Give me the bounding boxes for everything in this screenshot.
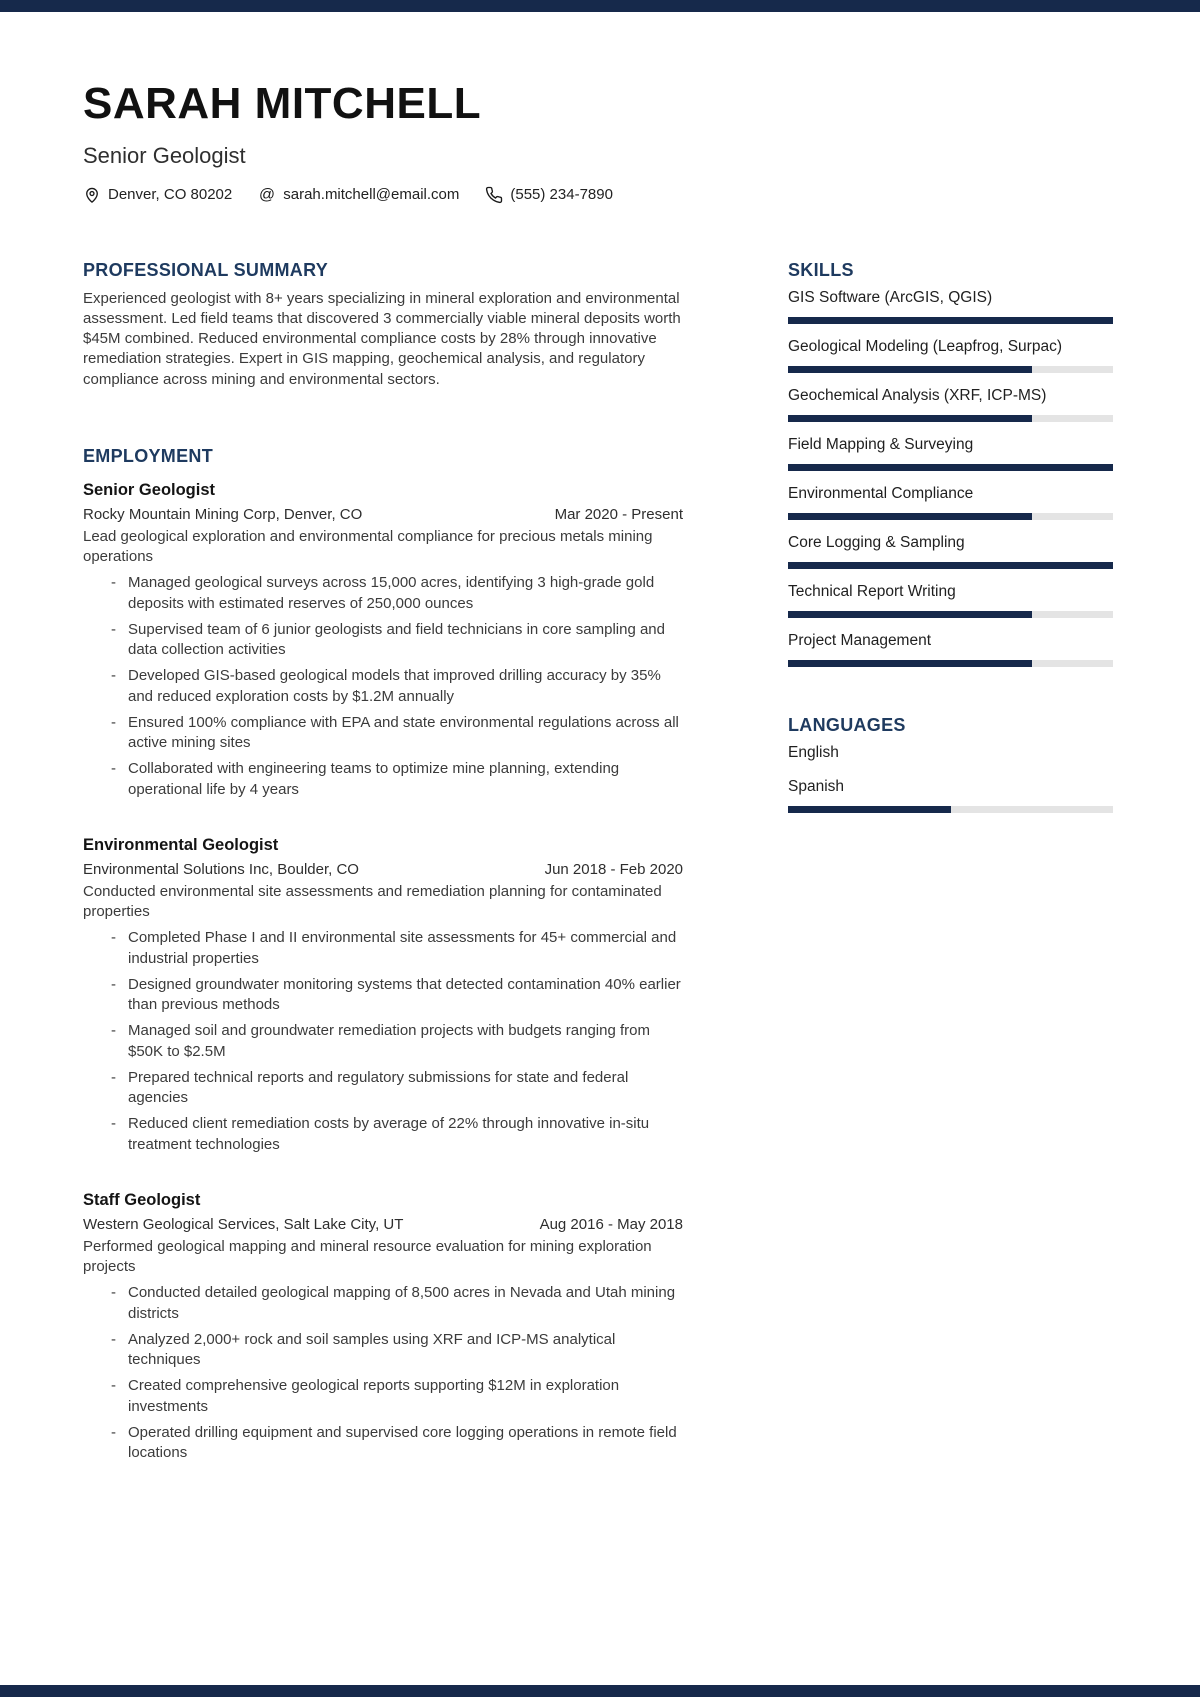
job-title: Senior Geologist <box>83 480 216 499</box>
top-accent-bar <box>0 0 1200 12</box>
person-name: SARAH MITCHELL <box>83 79 482 128</box>
skill-bar <box>788 562 1113 569</box>
language-bar <box>788 806 1113 813</box>
meter-label: Spanish <box>788 777 845 795</box>
job-bullet <box>111 975 683 1016</box>
skill-bar <box>788 366 1113 373</box>
job-bullet <box>111 713 683 754</box>
email-icon <box>258 186 276 204</box>
summary-heading: PROFESSIONAL SUMMARY <box>83 259 329 280</box>
job-meta <box>83 1216 683 1233</box>
job-bullet <box>111 620 683 661</box>
bullet-text: Operated drilling equipment and supervised core logging operations in remote field locations <box>128 1423 677 1462</box>
svg-text:@: @ <box>259 186 276 204</box>
language-item <box>788 778 1113 813</box>
contact-item <box>258 186 459 204</box>
job-company: Rocky Mountain Mining Corp, Denver, CO <box>83 505 363 523</box>
bullet-dash: - <box>111 929 116 947</box>
job-bullets <box>83 1283 683 1463</box>
bullet-text: Analyzed 2,000+ rock and soil samples using XRF and ICP-MS analytical techniques <box>128 1330 616 1369</box>
job-bullet <box>111 1283 683 1324</box>
job-entry <box>83 1191 683 1464</box>
job-bullet <box>111 1376 683 1417</box>
job-bullet <box>111 1423 683 1464</box>
meter-bar-fill <box>788 415 1032 422</box>
person-title: Senior Geologist <box>83 142 246 168</box>
job-dates: Mar 2020 - Present <box>554 505 683 523</box>
contact-item <box>83 186 232 204</box>
skill-bar <box>788 464 1113 471</box>
meter-bar-fill <box>788 562 1113 569</box>
job-dates: Aug 2016 - May 2018 <box>539 1215 683 1233</box>
skill-list <box>788 289 1113 667</box>
bullet-text: Reduced client remediation costs by average of 22% through innovative in-situ treatment technologies <box>128 1115 650 1153</box>
employment-section <box>83 446 683 1464</box>
job-entry <box>83 481 683 800</box>
meter-label: Core Logging & Sampling <box>788 533 965 551</box>
skill-bar <box>788 611 1113 618</box>
main-column <box>83 260 683 1464</box>
skill-item <box>788 485 1113 520</box>
meter-bar-fill <box>788 660 1032 667</box>
job-bullet <box>111 1068 683 1109</box>
meter-label: Geological Modeling (Leapfrog, Surpac) <box>788 337 1062 355</box>
bullet-text: Designed groundwater monitoring systems that detected contamination 40% earlier than previous methods <box>128 975 681 1014</box>
job-bullet <box>111 1114 683 1155</box>
meter-label: Field Mapping & Surveying <box>788 435 974 453</box>
bullet-dash: - <box>111 1377 116 1395</box>
bullet-dash: - <box>111 1022 116 1040</box>
content-columns <box>83 260 1113 1464</box>
summary-text: Experienced geologist with 8+ years specializing in mineral exploration and environmental assessment. Led field teams that discovered 3 commercially viable mineral deposits worth $45M combined. Reduced environmental compliance costs by 28% through innovative remediation strategies. Expert in GIS mapping, geochemical analysis, and regulatory compliance across mining and environmental sectors. <box>83 289 681 388</box>
skill-item <box>788 289 1113 324</box>
bullet-text: Managed soil and groundwater remediation projects with budgets ranging from $50K to $2.5M <box>128 1022 650 1060</box>
employment-heading: EMPLOYMENT <box>83 445 214 466</box>
sidebar-column <box>788 260 1113 1464</box>
bullet-dash: - <box>111 975 116 993</box>
meter-bar-fill <box>788 513 1032 520</box>
bullet-dash: - <box>111 574 116 592</box>
job-bullet <box>111 1021 683 1062</box>
location-icon <box>83 186 101 204</box>
bullet-dash: - <box>111 713 116 731</box>
bullet-text: Ensured 100% compliance with EPA and state environmental regulations across all active mining sites <box>128 713 679 752</box>
language-list <box>788 744 1113 813</box>
summary-section <box>83 260 683 390</box>
skill-item <box>788 632 1113 667</box>
job-description: Performed geological mapping and mineral resource evaluation for mining exploration projects <box>83 1237 652 1276</box>
language-item <box>788 744 1113 762</box>
bullet-text: Prepared technical reports and regulatory submissions for state and federal agencies <box>128 1068 629 1107</box>
job-bullet <box>111 573 683 614</box>
skill-item <box>788 534 1113 569</box>
job-list <box>83 481 683 1464</box>
job-bullet <box>111 1330 683 1371</box>
bullet-text: Supervised team of 6 junior geologists and field technicians in core sampling and data collection activities <box>128 620 665 659</box>
skills-heading: SKILLS <box>788 259 854 280</box>
skill-bar <box>788 317 1113 324</box>
contact-row <box>83 186 1113 204</box>
contact-text: Denver, CO 80202 <box>108 186 233 204</box>
meter-label: Geochemical Analysis (XRF, ICP-MS) <box>788 386 1047 404</box>
bullet-text: Collaborated with engineering teams to optimize mine planning, extending operational life by 4 years <box>128 760 620 798</box>
meter-bar-fill <box>788 611 1032 618</box>
job-meta <box>83 861 683 878</box>
bullet-text: Completed Phase I and II environmental site assessments for 45+ commercial and industrial properties <box>128 929 677 967</box>
job-title: Environmental Geologist <box>83 835 279 854</box>
job-bullets <box>83 573 683 800</box>
skill-item <box>788 436 1113 471</box>
phone-icon <box>485 186 503 204</box>
bullet-dash: - <box>111 1330 116 1348</box>
skill-item <box>788 583 1113 618</box>
skill-bar <box>788 660 1113 667</box>
languages-section <box>788 715 1113 813</box>
meter-bar-fill <box>788 464 1113 471</box>
bullet-dash: - <box>111 1423 116 1441</box>
skill-item <box>788 387 1113 422</box>
bullet-text: Managed geological surveys across 15,000 acres, identifying 3 high-grade gold deposits with estimated reserves of 250,000 ounces <box>128 574 655 612</box>
bullet-dash: - <box>111 1284 116 1302</box>
job-meta <box>83 506 683 523</box>
meter-label: Project Management <box>788 631 932 649</box>
job-title: Staff Geologist <box>83 1190 201 1209</box>
bullet-dash: - <box>111 1068 116 1086</box>
bottom-accent-bar <box>0 1685 1200 1697</box>
contact-item <box>485 186 613 204</box>
bullet-dash: - <box>111 760 116 778</box>
contact-text: (555) 234-7890 <box>510 186 613 204</box>
meter-label: Environmental Compliance <box>788 484 974 502</box>
bullet-text: Developed GIS-based geological models that improved drilling accuracy by 35% and reduced exploration costs by $1.2M annually <box>128 667 661 705</box>
job-dates: Jun 2018 - Feb 2020 <box>544 860 683 878</box>
meter-bar-fill <box>788 366 1032 373</box>
job-description: Conducted environmental site assessments and remediation planning for contaminated properties <box>83 882 662 921</box>
meter-bar-fill <box>788 806 951 813</box>
languages-heading: LANGUAGES <box>788 714 906 735</box>
bullet-text: Created comprehensive geological reports supporting $12M in exploration investments <box>128 1377 620 1415</box>
job-entry <box>83 836 683 1155</box>
bullet-dash: - <box>111 1115 116 1133</box>
contact-text: sarah.mitchell@email.com <box>283 186 460 204</box>
job-bullets <box>83 928 683 1155</box>
skills-section <box>788 260 1113 667</box>
job-description: Lead geological exploration and environmental compliance for precious metals mining operations <box>83 527 653 566</box>
skill-bar <box>788 513 1113 520</box>
job-company: Western Geological Services, Salt Lake City, UT <box>83 1215 404 1233</box>
bullet-text: Conducted detailed geological mapping of 8,500 acres in Nevada and Utah mining districts <box>128 1284 676 1322</box>
meter-label: GIS Software (ArcGIS, QGIS) <box>788 288 993 306</box>
bullet-dash: - <box>111 667 116 685</box>
job-bullet <box>111 928 683 969</box>
job-company: Environmental Solutions Inc, Boulder, CO <box>83 860 359 878</box>
meter-label: English <box>788 743 839 761</box>
skill-item <box>788 338 1113 373</box>
skill-bar <box>788 415 1113 422</box>
bullet-dash: - <box>111 620 116 638</box>
meter-label: Technical Report Writing <box>788 582 956 600</box>
header <box>83 80 1113 204</box>
job-bullet <box>111 759 683 800</box>
meter-bar-fill <box>788 317 1113 324</box>
job-bullet <box>111 666 683 707</box>
